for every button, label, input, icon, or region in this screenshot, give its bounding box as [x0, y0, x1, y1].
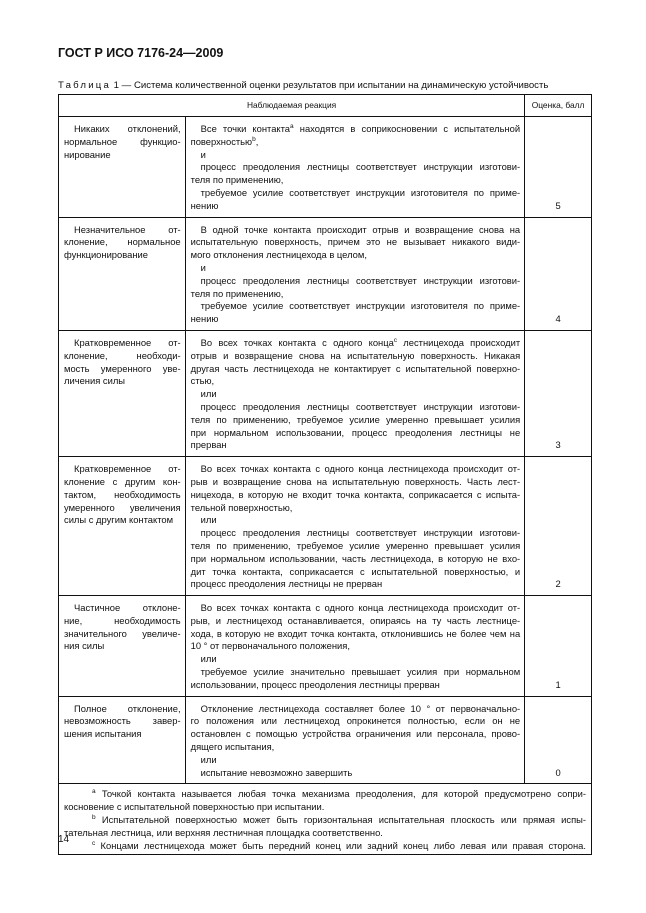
- condition-cell: [59, 596, 186, 697]
- score-cell: 2: [525, 457, 592, 596]
- table-row: [59, 596, 592, 697]
- text-line: теля по применению,: [190, 174, 284, 186]
- text-line: требуемое усилие соответствует инструкции изготовителя по приме-: [200, 186, 521, 198]
- scoring-table: [58, 94, 592, 855]
- text-line: и: [200, 148, 206, 160]
- text-line: Во всех точках контакта с одного конца лестницехода происходит от-: [200, 602, 521, 614]
- text-line: го положения или лестницеход опрокинется полностью, если он не: [190, 715, 521, 727]
- text-line: тактом, необходимость: [64, 488, 181, 500]
- footnote-b: [64, 813, 586, 826]
- text-line: при нормальном использовании, процесс преодоления лестницы не: [190, 426, 521, 438]
- text-line: нирование: [64, 148, 111, 160]
- footnote-b: тательная лестница, или верхняя лестничная площадка соответственно.: [64, 827, 383, 839]
- text-line: Никаких отклонений,: [74, 123, 181, 134]
- reaction-cell: [185, 330, 525, 456]
- text-line: Отклонение лестницехода составляет более 10 ° от первоначально-: [200, 702, 521, 714]
- footnote-ref: a: [290, 122, 294, 130]
- text-line: или: [200, 753, 217, 765]
- condition-cell: [59, 117, 186, 218]
- text-line: силы с другим контактом: [64, 514, 174, 526]
- footnote-mark: b: [92, 814, 96, 822]
- text-line: нению: [190, 199, 219, 211]
- text-line: другая часть лестницехода не контактирует с испытательной поверхно-: [190, 362, 521, 374]
- text-line: значительного увеличе-: [64, 627, 181, 639]
- table-row: [59, 330, 592, 456]
- footnote-text: Концами лестницехода может быть передний конец или задний конец либо левая или правая сторона.: [100, 840, 586, 852]
- text-line: хода, в которую не входит точка контакта, отклонившись не более чем на: [190, 627, 521, 639]
- footnote-c: [64, 839, 586, 852]
- reaction-cell: [185, 596, 525, 697]
- footnote-text: Испытательной поверхностью может быть горизонтальная испытательная плоскость или прямая испы-: [101, 814, 587, 826]
- text-line: рыв и возвращение снова на испытательную поверхность. Часть лест-: [190, 475, 521, 487]
- condition-cell: [59, 330, 186, 456]
- text-line: В одной точке контакта происходит отрыв и возвращение снова на: [200, 223, 521, 235]
- table-row: [59, 457, 592, 596]
- table-row: [59, 217, 592, 330]
- text-line: теля по применению, требуемое усилие умеренно превышает усилия: [190, 539, 521, 551]
- text-line: испытательную поверхность, причем это не вызывает никакого види-: [190, 236, 521, 248]
- condition-cell: [59, 696, 186, 784]
- text-line: клонение, необходи-: [64, 349, 181, 361]
- caption-prefix: Таблица: [58, 80, 112, 91]
- footnote-text: Точкой контакта называется любая точка механизма преодоления, для которой предусмотрено сопри-: [101, 788, 587, 800]
- text-line: тельной поверхностью,: [190, 501, 293, 513]
- text-line: отрыв и возвращение снова на испытательную поверхность. Никакая: [190, 349, 521, 361]
- text-line: остановлен с помощью устройства ограничения или персонала, прово-: [190, 728, 521, 740]
- text-line: процесс преодоления лестницы соответствует инструкции изготови-: [200, 527, 521, 539]
- text-line: ния силы: [64, 640, 105, 652]
- text-line: ницехода, в которую не входит точка контакта, соприкасается с испыта-: [190, 488, 521, 500]
- text-line: испытание невозможно завершить: [200, 766, 353, 778]
- text-line: 10 ° от первоначального положения,: [190, 640, 350, 652]
- text-line: использовании, процесс преодоления лестницы прерван: [190, 678, 440, 690]
- reaction-cell: [185, 696, 525, 784]
- text-line: или: [200, 653, 217, 665]
- reaction-cell: [185, 117, 525, 218]
- text-line: нормальное функцио-: [64, 135, 181, 147]
- text-line: при нормальном использовании, часть лестницехода, в которую не вхо-: [190, 552, 521, 564]
- text-line: мого отклонения лестницехода в целом,: [190, 249, 367, 261]
- footnote-ref: c: [393, 336, 398, 344]
- text-line: стью,: [190, 375, 215, 387]
- text-line: Все точки контакта$^a$ находятся в соприкосновении с испытательной: [200, 122, 521, 134]
- text-line: клонение с другим кон-: [64, 475, 181, 487]
- text-line: или: [200, 514, 217, 526]
- text-line: прерван: [190, 439, 227, 451]
- text-line: личения силы: [64, 375, 126, 387]
- condition-cell: [59, 457, 186, 596]
- text-line: функционирование: [64, 249, 148, 261]
- text-line: или: [200, 388, 217, 400]
- text-line: Кратковременное от-: [74, 336, 181, 348]
- footnote-ref: b: [252, 135, 256, 143]
- text-line: процесс преодоления лестницы соответствует инструкции изготови-: [200, 274, 521, 286]
- text-line: шения испытания: [64, 728, 142, 740]
- caption-text: 1 — Система количественной оценки результатов при испытании на динамическую устойчивость: [111, 80, 549, 91]
- table-row: [59, 117, 592, 218]
- score-cell: 0: [525, 696, 592, 784]
- header-observed-reaction: Наблюдаемая реакция: [59, 95, 525, 117]
- text-line: умеренного увеличения: [64, 501, 181, 513]
- text-line: рыв, и лестницеход останавливается, опираясь на ту часть лестнице-: [190, 614, 521, 626]
- text-line: Полное отклонение,: [74, 702, 181, 714]
- text-line: теля по применению, требуемое усилие умеренно превышает усилия: [190, 413, 521, 425]
- score-cell: 5: [525, 117, 592, 218]
- text-line: процесс преодоления лестницы соответствует инструкции изготови-: [200, 161, 521, 173]
- text-line: теля по применению,: [190, 287, 284, 299]
- text-line: Частичное отклоне-: [74, 602, 181, 614]
- text-line: ние, необходимость: [64, 614, 181, 626]
- score-cell: 4: [525, 217, 592, 330]
- text-line: мость умеренного уве-: [64, 362, 181, 374]
- text-line: поверхностью$^b$,: [190, 135, 259, 147]
- table-header-row: [59, 95, 592, 117]
- condition-cell: [59, 217, 186, 330]
- text-line: Во всех точках контакта с одного конца$^c$ лестницехода происходит: [200, 336, 521, 348]
- table-caption: [58, 80, 548, 91]
- text-line: процесс преодоления лестницы соответствует инструкции изготови-: [200, 400, 521, 412]
- text-line: процесс преодоления лестницы не прерван: [190, 578, 383, 590]
- text-line: клонение, нормальное: [64, 236, 181, 248]
- text-line: невозможность завер-: [64, 715, 181, 727]
- text-line: нению: [190, 313, 219, 325]
- footnote-mark: c: [92, 840, 96, 848]
- score-cell: 1: [525, 596, 592, 697]
- document-title: ГОСТ Р ИСО 7176-24—2009: [58, 46, 224, 60]
- reaction-cell: [185, 217, 525, 330]
- text-line: Кратковременное от-: [74, 463, 181, 475]
- footnotes-cell: [59, 784, 592, 855]
- score-cell: 3: [525, 330, 592, 456]
- text-line: и: [200, 261, 206, 273]
- text-line: требуемое усилие соответствует инструкции изготовителя по приме-: [200, 300, 521, 312]
- text-line: дит точка контакта, соприкасается с испытательной поверхностью, и: [190, 565, 521, 577]
- footnote-mark: a: [92, 788, 96, 796]
- table-row: [59, 696, 592, 784]
- footnotes-row: [59, 784, 592, 855]
- footnote-a: [64, 787, 586, 800]
- text-line: Во всех точках контакта с одного конца лестницехода происходит от-: [200, 463, 521, 475]
- text-line: дящего испытания,: [190, 741, 275, 753]
- text-line: Незначительное от-: [74, 223, 181, 235]
- page-number: 14: [58, 834, 70, 845]
- footnote-a: косновение с испытательной поверхностью при испытании.: [64, 801, 325, 813]
- reaction-cell: [185, 457, 525, 596]
- text-line: требуемое усилие значительно превышает усилия при нормальном: [200, 666, 521, 678]
- header-score: Оценка, балл: [525, 95, 592, 117]
